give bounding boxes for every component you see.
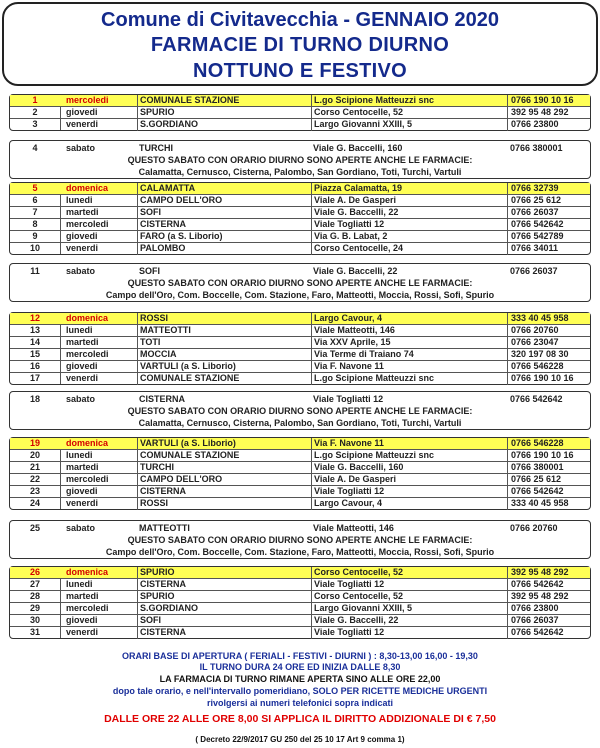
pharmacy-address: Corso Centocelle, 52 <box>311 567 505 579</box>
day-number: 24 <box>29 498 40 508</box>
day-number: 11 <box>30 266 40 276</box>
weekday: martedi <box>66 462 99 472</box>
pharmacy-address: Piazza Calamatta, 19 <box>311 183 505 195</box>
pharmacy-phone: 0766 20760 <box>510 523 558 533</box>
pharmacy-address: Via G. B. Labat, 2 <box>311 231 505 243</box>
pharmacy-name: CISTERNA <box>137 627 309 639</box>
pharmacy-address: L.go Scipione Matteuzzi snc <box>311 95 505 107</box>
footer-closing-time: LA FARMACIA DI TURNO RIMANE APERTA SINO ALLE ORE 22,00 <box>159 674 441 684</box>
pharmacy-address: Via Terme di Traiano 74 <box>311 349 505 361</box>
weekday: venerdi <box>66 498 99 508</box>
footer-surcharge: DALLE ORE 22 ALLE ORE 8,00 SI APPLICA IL DIRITTO ADDIZIONALE DI € 7,50 <box>104 713 496 725</box>
pharmacy-name: SOFI <box>137 207 309 219</box>
table-row <box>10 337 590 349</box>
day-number: 1 <box>32 95 38 105</box>
pharmacy-phone: 0766 190 10 16 <box>507 450 592 462</box>
table-row <box>10 462 590 474</box>
weekday: sabato <box>66 523 96 533</box>
footer-decree: ( Decreto 22/9/2017 GU 250 del 25 10 17 Art 9 comma 1) <box>195 735 405 744</box>
pharmacy-address: L.go Scipione Matteuzzi snc <box>311 450 505 462</box>
weekday: sabato <box>66 143 96 153</box>
pharmacy-phone: 333 40 45 958 <box>507 498 592 510</box>
footer-contact-note: rivolgersi ai numeri telefonici sopra indicati <box>206 698 394 708</box>
table-row <box>10 195 590 207</box>
table-row <box>10 243 590 255</box>
footer-hours: ORARI BASE DI APERTURA ( FERIALI - FESTIVI - DIURNI ) : 8,30-13,00 16,00 - 19,30 <box>122 651 478 661</box>
pharmacy-name: CALAMATTA <box>137 183 309 195</box>
pharmacy-address: Viale Matteotti, 146 <box>311 325 505 337</box>
pharmacy-address: Viale Togliatti 12 <box>311 627 505 639</box>
pharmacy-name: CISTERNA <box>139 394 186 404</box>
pharmacy-phone: 0766 26037 <box>510 266 558 276</box>
footer-shift-duration: IL TURNO DURA 24 ORE ED INIZIA DALLE 8,30 <box>199 662 401 672</box>
table-row <box>10 325 590 337</box>
weekday: martedi <box>66 337 99 347</box>
week-block <box>9 182 591 255</box>
day-number: 30 <box>29 615 40 625</box>
saturday-note: QUESTO SABATO CON ORARIO DIURNO SONO APERTE ANCHE LE FARMACIE: <box>127 278 473 288</box>
weekday: venerdi <box>66 243 99 253</box>
pharmacy-address: Viale G. Baccelli, 160 <box>311 462 505 474</box>
pharmacy-name: MATTEOTTI <box>137 325 309 337</box>
pharmacy-name: COMUNALE STAZIONE <box>137 373 309 385</box>
table-row <box>10 107 590 119</box>
pharmacy-phone: 0766 380001 <box>507 462 592 474</box>
pharmacy-name: CISTERNA <box>137 219 309 231</box>
table-row <box>10 579 590 591</box>
weekday: domenica <box>66 313 109 323</box>
week-block <box>9 566 591 639</box>
table-row <box>10 349 590 361</box>
pharmacy-name: FARO (a S. Liborio) <box>137 231 309 243</box>
saturday-open-list: Campo dell'Oro, Com. Boccelle, Com. Stazione, Faro, Matteotti, Moccia, Rossi, Sofi, Spurio <box>105 547 495 557</box>
pharmacy-phone: 0766 23800 <box>507 119 592 131</box>
weekday: mercoledi <box>66 603 109 613</box>
saturday-block <box>9 263 591 302</box>
pharmacy-phone: 0766 542642 <box>507 627 592 639</box>
pharmacy-address: Viale Togliatti 12 <box>311 219 505 231</box>
pharmacy-name: CAMPO DELL'ORO <box>137 474 309 486</box>
pharmacy-phone: 0766 380001 <box>510 143 563 153</box>
weekday: mercoledi <box>66 95 109 105</box>
day-number: 2 <box>32 107 38 117</box>
saturday-row <box>10 142 590 154</box>
pharmacy-phone: 0766 190 10 16 <box>507 95 592 107</box>
pharmacy-address: Viale Togliatti 12 <box>311 579 505 591</box>
saturday-block <box>9 140 591 179</box>
day-number: 10 <box>29 243 40 253</box>
pharmacy-address: Via F. Navone 11 <box>311 361 505 373</box>
pharmacy-name: SPURIO <box>137 567 309 579</box>
pharmacy-phone: 320 197 08 30 <box>507 349 592 361</box>
weekday: domenica <box>66 438 109 448</box>
pharmacy-name: CISTERNA <box>137 486 309 498</box>
weekday: domenica <box>66 183 109 193</box>
header-subtitle-1: FARMACIE DI TURNO DIURNO <box>150 34 450 56</box>
pharmacy-name: CISTERNA <box>137 579 309 591</box>
day-number: 27 <box>29 579 40 589</box>
weekday: sabato <box>66 394 96 404</box>
pharmacy-phone: 0766 32739 <box>507 183 592 195</box>
saturday-row <box>10 265 590 277</box>
day-number: 21 <box>29 462 40 472</box>
table-row <box>10 361 590 373</box>
weekday: lunedi <box>66 325 93 335</box>
pharmacy-name: S.GORDIANO <box>137 119 309 131</box>
pharmacy-phone: 392 95 48 292 <box>507 107 592 119</box>
pharmacy-address: Viale Matteotti, 146 <box>313 523 394 533</box>
day-number: 6 <box>32 195 38 205</box>
day-number: 29 <box>29 603 40 613</box>
pharmacy-name: COMUNALE STAZIONE <box>137 450 309 462</box>
pharmacy-phone: 0766 34011 <box>507 243 592 255</box>
weekday: mercoledi <box>66 474 109 484</box>
day-number: 20 <box>29 450 40 460</box>
weekday: giovedi <box>66 231 98 241</box>
day-number: 12 <box>29 313 40 323</box>
header-box <box>2 2 598 86</box>
weekday: martedi <box>66 591 99 601</box>
pharmacy-address: Corso Centocelle, 52 <box>311 591 505 603</box>
day-number: 16 <box>29 361 40 371</box>
table-row <box>10 231 590 243</box>
saturday-row <box>10 522 590 534</box>
pharmacy-name: MOCCIA <box>137 349 309 361</box>
day-number: 31 <box>29 627 40 637</box>
weekday: giovedi <box>66 361 98 371</box>
weekday: sabato <box>66 266 96 276</box>
pharmacy-phone: 0766 23047 <box>507 337 592 349</box>
footer-urgent-note: dopo tale orario, e nell'intervallo pomeridiano, SOLO PER RICETTE MEDICHE URGENTI <box>112 686 488 696</box>
saturday-note: QUESTO SABATO CON ORARIO DIURNO SONO APERTE ANCHE LE FARMACIE: <box>127 406 473 416</box>
table-row <box>10 95 590 107</box>
table-row <box>10 474 590 486</box>
pharmacy-address: Via F. Navone 11 <box>311 438 505 450</box>
header-subtitle-2: NOTTUNO E FESTIVO <box>193 60 407 82</box>
pharmacy-name: COMUNALE STAZIONE <box>137 95 309 107</box>
day-number: 19 <box>29 438 40 448</box>
pharmacy-address: Viale G. Baccelli, 22 <box>313 266 398 276</box>
saturday-block <box>9 391 591 430</box>
weekday: giovedi <box>66 486 98 496</box>
day-number: 18 <box>29 394 40 404</box>
table-row <box>10 567 590 579</box>
weekday: martedi <box>66 207 99 217</box>
pharmacy-phone: 0766 542642 <box>510 394 563 404</box>
weekday: mercoledi <box>66 349 109 359</box>
table-row <box>10 486 590 498</box>
pharmacy-address: Corso Centocelle, 24 <box>311 243 505 255</box>
pharmacy-phone: 392 95 48 292 <box>507 567 592 579</box>
pharmacy-phone: 0766 26037 <box>507 615 592 627</box>
pharmacy-name: MATTEOTTI <box>139 523 190 533</box>
pharmacy-address: Largo Cavour, 4 <box>311 313 505 325</box>
pharmacy-address: L.go Scipione Matteuzzi snc <box>311 373 505 385</box>
table-row <box>10 615 590 627</box>
table-row <box>10 591 590 603</box>
saturday-note: QUESTO SABATO CON ORARIO DIURNO SONO APERTE ANCHE LE FARMACIE: <box>127 155 473 165</box>
pharmacy-phone: 0766 542789 <box>507 231 592 243</box>
pharmacy-address: Largo Giovanni XXIII, 5 <box>311 119 505 131</box>
pharmacy-name: S.GORDIANO <box>137 603 309 615</box>
pharmacy-phone: 0766 25 612 <box>507 474 592 486</box>
weekday: venerdi <box>66 627 99 637</box>
pharmacy-phone: 0766 23800 <box>507 603 592 615</box>
pharmacy-phone: 0766 546228 <box>507 361 592 373</box>
table-row <box>10 498 590 510</box>
pharmacy-name: SPURIO <box>137 591 309 603</box>
pharmacy-phone: 0766 546228 <box>507 438 592 450</box>
pharmacy-address: Viale G. Baccelli, 22 <box>311 207 505 219</box>
weekday: giovedi <box>66 107 98 117</box>
pharmacy-address: Viale A. De Gasperi <box>311 195 505 207</box>
day-number: 9 <box>32 231 38 241</box>
day-number: 26 <box>29 567 40 577</box>
weekday: domenica <box>66 567 109 577</box>
weekday: lunedi <box>66 450 93 460</box>
pharmacy-address: Corso Centocelle, 52 <box>311 107 505 119</box>
saturday-open-list: Calamatta, Cernusco, Cisterna, Palombo, San Gordiano, Toti, Turchi, Vartuli <box>138 418 462 428</box>
table-row <box>10 119 590 131</box>
day-number: 17 <box>29 373 40 383</box>
pharmacy-name: VARTULI (a S. Liborio) <box>137 361 309 373</box>
pharmacy-name: ROSSI <box>137 313 309 325</box>
saturday-row <box>10 393 590 405</box>
pharmacy-name: CAMPO DELL'ORO <box>137 195 309 207</box>
pharmacy-phone: 0766 542642 <box>507 219 592 231</box>
pharmacy-address: Viale A. De Gasperi <box>311 474 505 486</box>
table-row <box>10 627 590 639</box>
pharmacy-name: TURCHI <box>139 143 173 153</box>
weekday: venerdi <box>66 373 99 383</box>
pharmacy-address: Largo Giovanni XXIII, 5 <box>311 603 505 615</box>
day-number: 28 <box>29 591 40 601</box>
day-number: 13 <box>29 325 40 335</box>
pharmacy-name: ROSSI <box>137 498 309 510</box>
pharmacy-phone: 0766 26037 <box>507 207 592 219</box>
pharmacy-name: VARTULI (a S. Liborio) <box>137 438 309 450</box>
table-row <box>10 450 590 462</box>
pharmacy-name: SPURIO <box>137 107 309 119</box>
weekday: mercoledi <box>66 219 109 229</box>
saturday-block <box>9 520 591 559</box>
pharmacy-phone: 0766 25 612 <box>507 195 592 207</box>
table-row <box>10 183 590 195</box>
pharmacy-address: Viale Togliatti 12 <box>313 394 384 404</box>
pharmacy-address: Viale G. Baccelli, 22 <box>311 615 505 627</box>
day-number: 23 <box>29 486 40 496</box>
table-row <box>10 313 590 325</box>
pharmacy-address: Via XXV Aprile, 15 <box>311 337 505 349</box>
table-row <box>10 603 590 615</box>
pharmacy-name: PALOMBO <box>137 243 309 255</box>
pharmacy-phone: 0766 190 10 16 <box>507 373 592 385</box>
saturday-note: QUESTO SABATO CON ORARIO DIURNO SONO APERTE ANCHE LE FARMACIE: <box>127 535 473 545</box>
pharmacy-phone: 0766 542642 <box>507 486 592 498</box>
table-row <box>10 219 590 231</box>
table-row <box>10 207 590 219</box>
weekday: lunedi <box>66 195 93 205</box>
pharmacy-name: SOFI <box>139 266 161 276</box>
day-number: 25 <box>29 523 40 533</box>
day-number: 4 <box>32 143 38 153</box>
saturday-open-list: Campo dell'Oro, Com. Boccelle, Com. Stazione, Faro, Matteotti, Moccia, Rossi, Sofi, Spurio <box>105 290 495 300</box>
week-block <box>9 437 591 510</box>
week-block <box>9 312 591 385</box>
day-number: 15 <box>29 349 40 359</box>
saturday-open-list: Calamatta, Cernusco, Cisterna, Palombo, San Gordiano, Toti, Turchi, Vartuli <box>138 167 462 177</box>
weekday: venerdi <box>66 119 99 129</box>
header-title: Comune di Civitavecchia - GENNAIO 2020 <box>101 9 499 31</box>
weekday: lunedi <box>66 579 93 589</box>
pharmacy-phone: 392 95 48 292 <box>507 591 592 603</box>
pharmacy-name: TOTI <box>137 337 309 349</box>
day-number: 22 <box>29 474 40 484</box>
pharmacy-phone: 0766 20760 <box>507 325 592 337</box>
pharmacy-phone: 333 40 45 958 <box>507 313 592 325</box>
pharmacy-address: Largo Cavour, 4 <box>311 498 505 510</box>
table-row <box>10 373 590 385</box>
pharmacy-address: Viale G. Baccelli, 160 <box>313 143 403 153</box>
pharmacy-name: SOFI <box>137 615 309 627</box>
day-number: 5 <box>32 183 38 193</box>
day-number: 8 <box>32 219 38 229</box>
day-number: 3 <box>32 119 38 129</box>
week-block <box>9 94 591 131</box>
pharmacy-address: Viale Togliatti 12 <box>311 486 505 498</box>
pharmacy-phone: 0766 542642 <box>507 579 592 591</box>
day-number: 7 <box>32 207 38 217</box>
pharmacy-name: TURCHI <box>137 462 309 474</box>
day-number: 14 <box>29 337 40 347</box>
table-row <box>10 438 590 450</box>
weekday: giovedi <box>66 615 98 625</box>
